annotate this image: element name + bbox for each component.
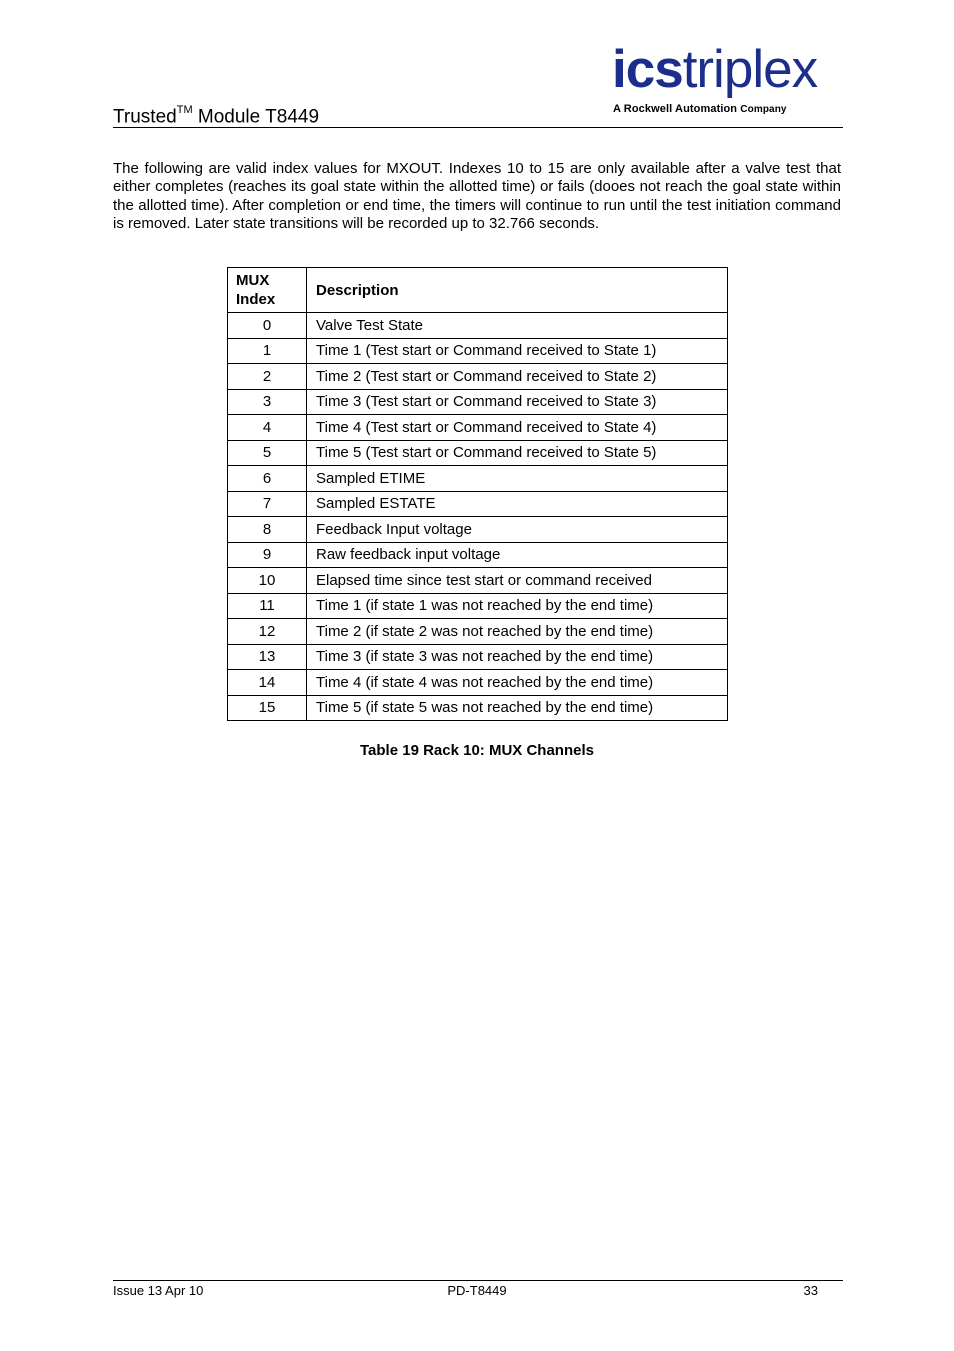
footer-rule — [113, 1280, 843, 1281]
table-caption: Table 19 Rack 10: MUX Channels — [360, 742, 594, 759]
mux-index-cell: 2 — [228, 364, 307, 390]
table-row — [228, 542, 728, 568]
description-cell: Time 1 (if state 1 was not reached by the end time) — [307, 593, 728, 619]
table-row — [228, 568, 728, 594]
trademark-superscript: TM — [176, 104, 193, 116]
table-row — [228, 593, 728, 619]
mux-channels-table — [227, 267, 728, 721]
table-header-row — [228, 268, 728, 313]
footer-doc-id: PD-T8449 — [447, 1283, 507, 1298]
table-row — [228, 619, 728, 645]
logo-tagline-company: Company — [740, 104, 787, 115]
table-row — [228, 466, 728, 492]
description-cell: Time 1 (Test start or Command received to State 1) — [307, 338, 728, 364]
table-row — [228, 695, 728, 721]
description-cell: Time 5 (Test start or Command received to State 5) — [307, 440, 728, 466]
footer-issue: Issue 13 Apr 10 — [113, 1283, 204, 1298]
mux-index-cell: 8 — [228, 517, 307, 543]
logo-wordmark-bold: ics — [612, 40, 683, 99]
mux-index-cell: 13 — [228, 644, 307, 670]
description-cell: Valve Test State — [307, 313, 728, 339]
logo-wordmark-light: triplex — [682, 40, 818, 99]
description-cell: Sampled ETIME — [307, 466, 728, 492]
table-row — [228, 644, 728, 670]
mux-index-cell: 0 — [228, 313, 307, 339]
description-cell: Time 4 (Test start or Command received to State 4) — [307, 415, 728, 441]
logo-tagline — [613, 103, 787, 115]
mux-index-cell: 9 — [228, 542, 307, 568]
intro-paragraph: The following are valid index values for MXOUT. Indexes 10 to 15 are only available after a valve test that either completes (reaches its goal state within the allotted time) or fails (dooes not reach the goal state within the allotted time). After completion or end time, the timers will continue to run until the test initiation command is removed. Later state transitions will be recorded up to 32.766 seconds. — [113, 160, 841, 232]
table-row — [228, 313, 728, 339]
description-cell: Elapsed time since test start or command received — [307, 568, 728, 594]
description-cell: Raw feedback input voltage — [307, 542, 728, 568]
table-row — [228, 415, 728, 441]
table-row — [228, 517, 728, 543]
mux-index-cell: 12 — [228, 619, 307, 645]
table-row — [228, 338, 728, 364]
page-header-title — [113, 100, 319, 129]
description-cell: Time 4 (if state 4 was not reached by the end time) — [307, 670, 728, 696]
table-row — [228, 440, 728, 466]
description-cell: Time 3 (if state 3 was not reached by the end time) — [307, 644, 728, 670]
description-cell: Feedback Input voltage — [307, 517, 728, 543]
table-body — [228, 313, 728, 721]
mux-index-cell: 15 — [228, 695, 307, 721]
logo-tagline-main: A Rockwell Automation — [613, 103, 738, 115]
column-header-mux-index — [228, 268, 307, 313]
mux-index-cell: 3 — [228, 389, 307, 415]
header-title-prefix: Trusted — [113, 106, 177, 128]
description-cell: Time 5 (if state 5 was not reached by the end time) — [307, 695, 728, 721]
mux-index-cell: 14 — [228, 670, 307, 696]
ics-triplex-logo — [612, 40, 844, 120]
logo-wordmark — [612, 40, 817, 100]
table-row — [228, 364, 728, 390]
mux-index-header-line1: MUX — [236, 272, 270, 289]
mux-index-cell: 4 — [228, 415, 307, 441]
mux-index-cell: 6 — [228, 466, 307, 492]
description-cell: Time 3 (Test start or Command received to State 3) — [307, 389, 728, 415]
mux-index-cell: 7 — [228, 491, 307, 517]
table-row — [228, 670, 728, 696]
mux-index-header-line2: Index — [236, 291, 276, 308]
mux-index-cell: 11 — [228, 593, 307, 619]
description-cell: Sampled ESTATE — [307, 491, 728, 517]
header-title-suffix: Module T8449 — [192, 106, 320, 128]
mux-index-cell: 10 — [228, 568, 307, 594]
description-cell: Time 2 (if state 2 was not reached by the end time) — [307, 619, 728, 645]
header-rule — [113, 127, 843, 128]
mux-index-cell: 1 — [228, 338, 307, 364]
footer-page-number: 33 — [803, 1283, 818, 1298]
table-row — [228, 389, 728, 415]
table-row — [228, 491, 728, 517]
description-cell: Time 2 (Test start or Command received to State 2) — [307, 364, 728, 390]
column-header-description: Description — [307, 268, 728, 313]
mux-index-cell: 5 — [228, 440, 307, 466]
